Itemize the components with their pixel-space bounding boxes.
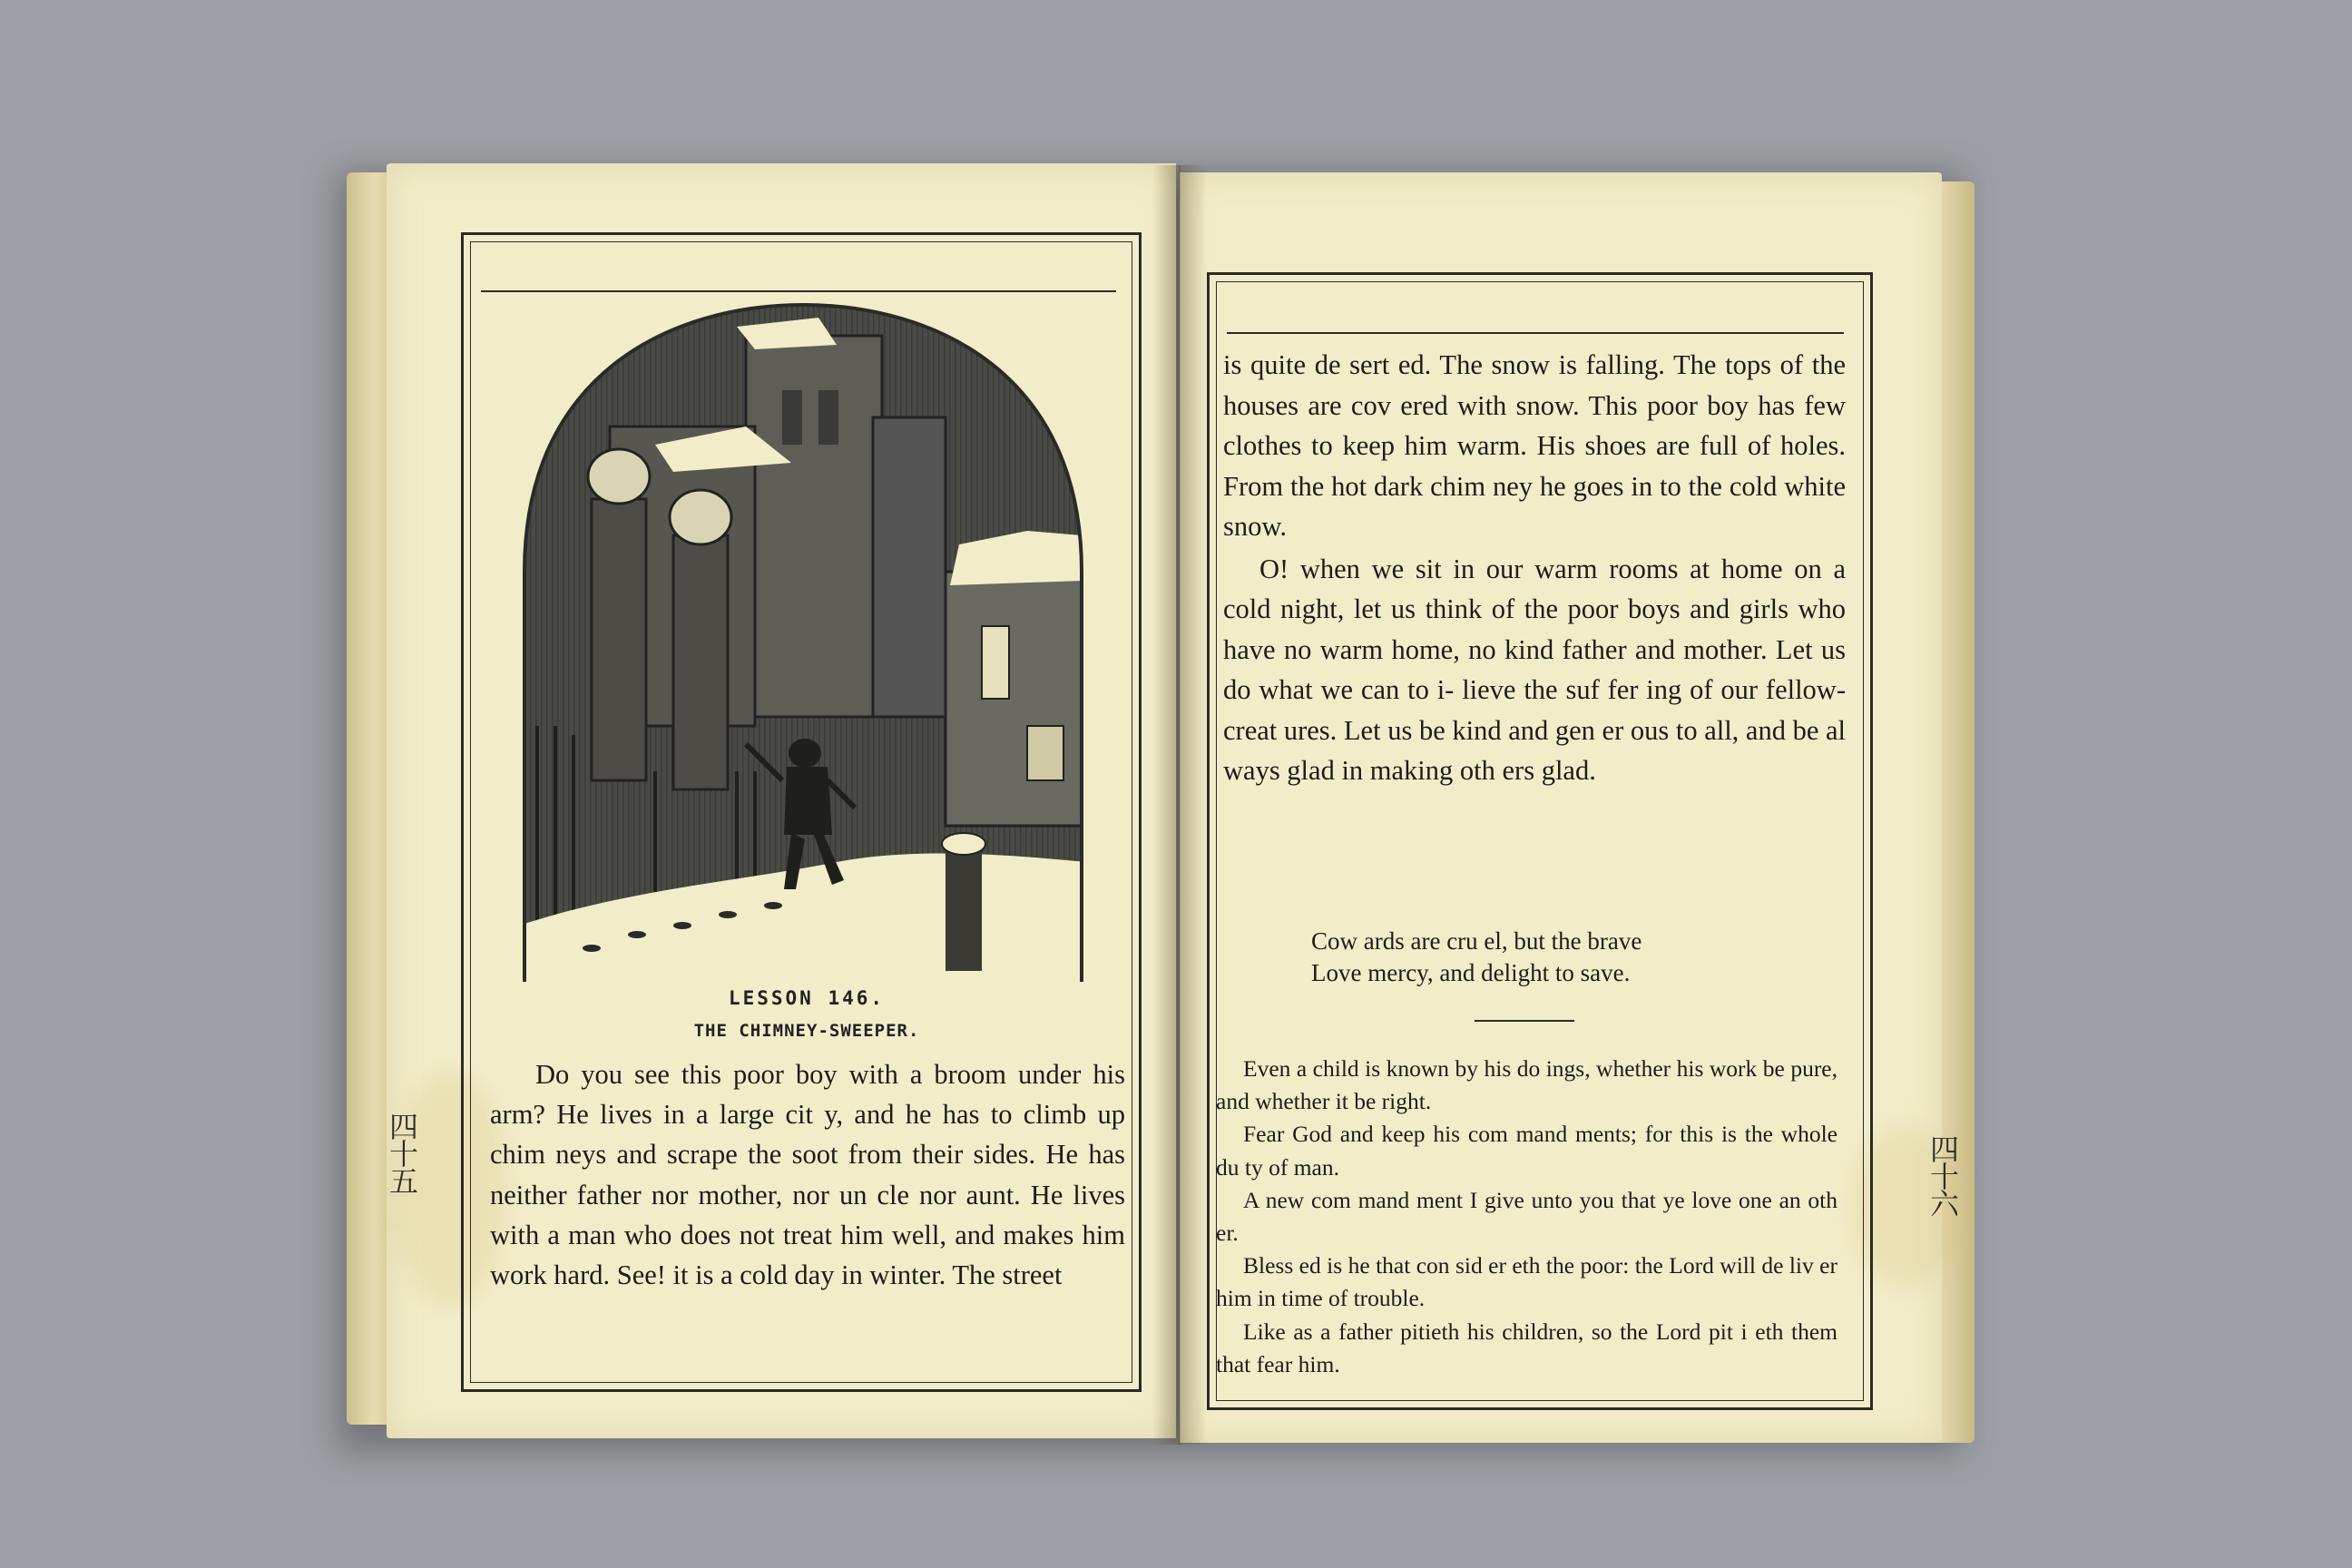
chimney-sweeper-illustration (519, 299, 1087, 982)
scripture-verse: Even a child is known by his do ings, whether his work be pure, and whether it be right. (1216, 1055, 1838, 1115)
verse-couplet (1311, 926, 1819, 989)
right-body-text (1223, 345, 1846, 791)
scripture-verse: A new com mand ment I give unto you that ye love one an oth er. (1216, 1186, 1838, 1247)
paragraph-continued: is quite de sert ed. The snow is falling. The tops of the houses are cov ered with snow. This poor boy has few clothes to keep him warm. His shoes are full of holes. From the hot dark chim ney he goes in to the cold white snow. (1223, 349, 1846, 542)
lesson-title: THE CHIMNEY-SWEEPER. (693, 1021, 920, 1041)
paragraph-moral: O! when we sit in our warm rooms at home on a cold night, let us think of the poor boys and girls who have no warm home, no kind father and mother. Let us do what we can to i- lieve the suf fer ing of our fellow-creat ures. Let us be kind and gen er ous to all, and be al ways glad in making oth ers glad. (1223, 553, 1847, 786)
page-edges-left (347, 172, 392, 1425)
lesson-paragraph: Do you see this poor boy with a broom under his arm? He lives in a large cit y, and he has to climb up chim neys and scrape the soot from their sides. He has neither father nor mother, nor un cle nor aunt. He lives with a man who does not treat him well, and makes him work hard. See! it is a cold day in winter. The street (490, 1059, 1125, 1291)
page-number-right: 四十六 (1926, 1134, 1960, 1216)
left-body-text (490, 1054, 1125, 1295)
book-gutter (1152, 165, 1207, 1445)
scripture-verses (1216, 1053, 1838, 1381)
lesson-number: LESSON 146. (728, 987, 886, 1009)
header-rule-right (1227, 332, 1844, 334)
scripture-verse: Bless ed is he that con sid er eth the poor: the Lord will de liv er him in time of trouble. (1216, 1252, 1838, 1312)
verse-line: Love mercy, and delight to save. (1311, 959, 1631, 986)
page-number-left: 四十五 (385, 1112, 419, 1193)
scripture-verse: Fear God and keep his com mand ments; for this is the whole du ty of man. (1216, 1121, 1838, 1181)
verse-line: Cow ards are cru el, but the brave (1311, 927, 1642, 955)
header-rule-left (481, 290, 1116, 292)
scripture-verse: Like as a father pitieth his children, so the Lord pit i eth them that fear him. (1216, 1318, 1838, 1377)
section-divider (1475, 1020, 1574, 1022)
